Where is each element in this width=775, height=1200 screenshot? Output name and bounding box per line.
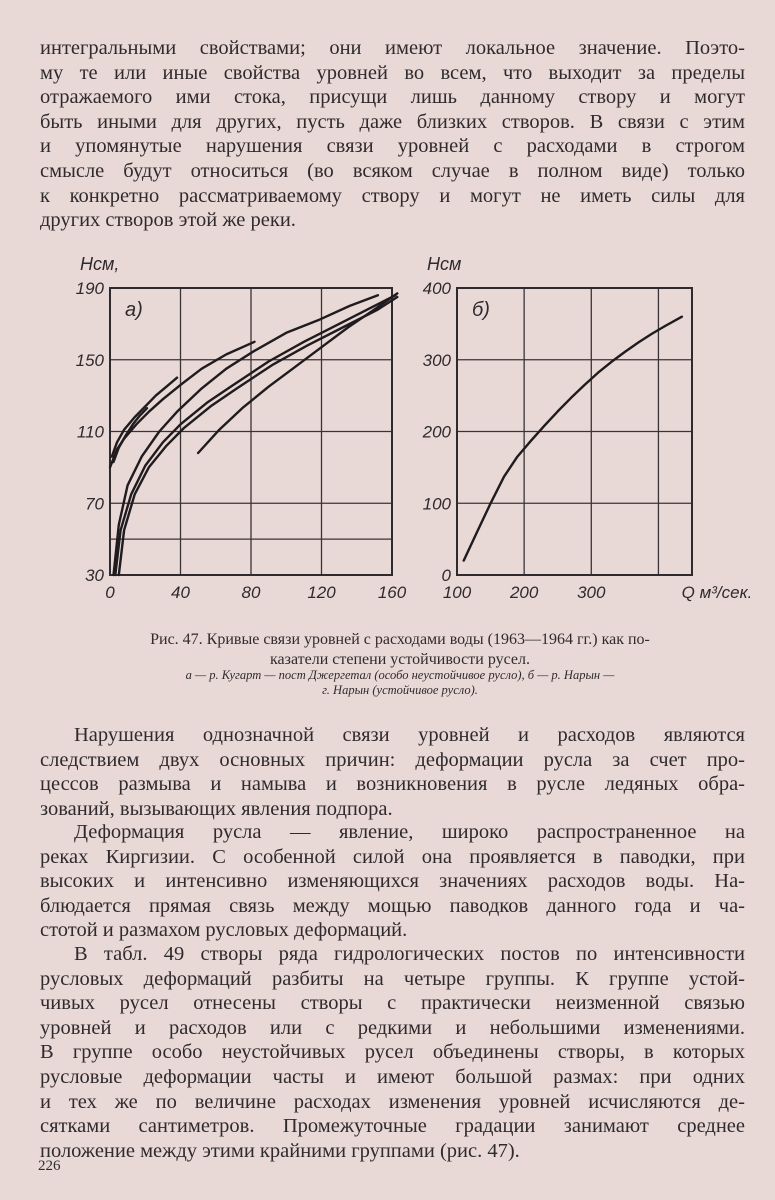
x-tick-label: 0 xyxy=(105,583,115,602)
x-axis-label: Q м³/сек. xyxy=(681,583,750,602)
rating-curve xyxy=(114,408,148,462)
x-tick-label: 300 xyxy=(577,583,606,602)
text-line: высоких и интенсивно изменяющихся значениях расходов воды. На- xyxy=(40,870,745,893)
rating-curve xyxy=(464,317,682,561)
text-line: и тех же по величине расходах изменения уровней исчисляются де- xyxy=(40,1090,745,1113)
paragraph-1 xyxy=(40,36,745,233)
text-line: блюдается прямая связь между мощью паводков данного года и ча- xyxy=(40,894,745,917)
figure-47-svg xyxy=(60,250,750,630)
x-tick-label: 80 xyxy=(241,583,261,602)
text-line: интегральными свойствами; они имеют локальное значение. Поэто- xyxy=(40,37,745,59)
page-number: 226 xyxy=(38,1158,61,1174)
text-line: В группе особо неустойчивых русел объединены створы, в которых xyxy=(40,1041,745,1064)
paragraph-3 xyxy=(40,820,745,943)
x-tick-label: 40 xyxy=(171,583,190,602)
text-line: к конкретно рассматриваемому створу и могут не иметь силы для xyxy=(40,184,745,207)
x-tick-label: 200 xyxy=(509,583,539,602)
y-tick-label: 300 xyxy=(422,350,451,370)
rating-curve xyxy=(119,297,398,575)
text-line: Деформация русла — явление, широко распространенное на xyxy=(74,821,745,843)
text-line: русловых деформаций разбиты на четыре группы. К группе устой- xyxy=(40,967,745,990)
y-axis-label: Нсм, xyxy=(80,254,120,274)
caption-line: Рис. 47. Кривые связи уровней с расходами воды (1963—1964 гг.) как по- xyxy=(150,631,650,648)
subcaption-line: а — р. Кугарт — пост Джергетал (особо неустойчивое русло), б — р. Нарын — xyxy=(185,668,615,682)
text-line: В табл. 49 створы ряда гидрологических постов по интенсивности xyxy=(74,943,745,965)
text-line: других створов этой же реки. xyxy=(40,209,296,232)
caption-line: казатели степени устойчивости русел. xyxy=(270,651,530,668)
panel-label: а) xyxy=(125,299,143,321)
y-tick-label: 70 xyxy=(85,494,104,514)
subcaption-line: г. Нарын (устойчивое русло). xyxy=(322,683,478,697)
figure-caption xyxy=(70,630,730,670)
y-tick-label: 0 xyxy=(441,566,451,585)
figure-subcaption xyxy=(70,668,730,698)
text-line: быть иными для других, пусть даже близких створов. В связи с этим xyxy=(40,110,745,133)
y-tick-label: 110 xyxy=(76,422,104,442)
text-line: русловые деформации часты и имеют большой размах: при одних xyxy=(40,1065,745,1088)
x-tick-label: 160 xyxy=(377,583,407,602)
text-line: и упомянутые нарушения связи уровней с расходами в строгом xyxy=(40,135,745,158)
y-tick-label: 150 xyxy=(75,350,104,370)
text-line: реках Киргизии. С особенной силой она проявляется в паводки, при xyxy=(40,845,745,868)
text-line: сятками сантиметров. Промежуточные градации занимают среднее xyxy=(40,1115,745,1138)
rating-curve xyxy=(110,342,255,468)
rating-curve xyxy=(114,295,378,575)
text-line: чивых русел отнесены створы с практически неизменной связью xyxy=(40,992,745,1015)
text-line: отражаемого ими стока, присущи лишь данному створу и могут xyxy=(40,86,745,109)
text-line: зований, вызывающих явления подпора. xyxy=(40,797,393,820)
text-line: Нарушения однозначной связи уровней и расходов являются xyxy=(74,724,745,746)
x-tick-label: 100 xyxy=(442,583,472,602)
y-tick-label: 30 xyxy=(85,566,104,585)
text-line: му те или иные свойства уровней во всем, что выходит за пределы xyxy=(40,61,745,84)
y-tick-label: 200 xyxy=(422,422,451,442)
text-line: положение между этими крайними группами (рис. 47). xyxy=(40,1139,520,1162)
rating-curve xyxy=(198,293,397,453)
text-line: уровней и расходов или с редкими и небольшими изменениями. xyxy=(40,1016,745,1039)
panel-label: б) xyxy=(472,299,490,321)
y-axis-label: Нсм xyxy=(427,254,462,274)
y-tick-label: 100 xyxy=(422,494,451,514)
paragraph-2 xyxy=(40,723,745,821)
y-tick-label: 190 xyxy=(75,279,104,298)
text-line: смысле будут относиться (во всяком случае в полном виде) только xyxy=(40,159,745,182)
text-line: цессов размыва и намыва и возникновения в русле ледяных обра- xyxy=(40,773,745,796)
text-line: стотой и размахом русловых деформаций. xyxy=(40,919,408,942)
paragraph-4 xyxy=(40,942,745,1163)
x-tick-label: 120 xyxy=(307,583,336,602)
text-line: следствием двух основных причин: деформации русла за счет про- xyxy=(40,748,745,771)
figure-47 xyxy=(60,250,750,630)
y-tick-label: 400 xyxy=(422,279,451,298)
